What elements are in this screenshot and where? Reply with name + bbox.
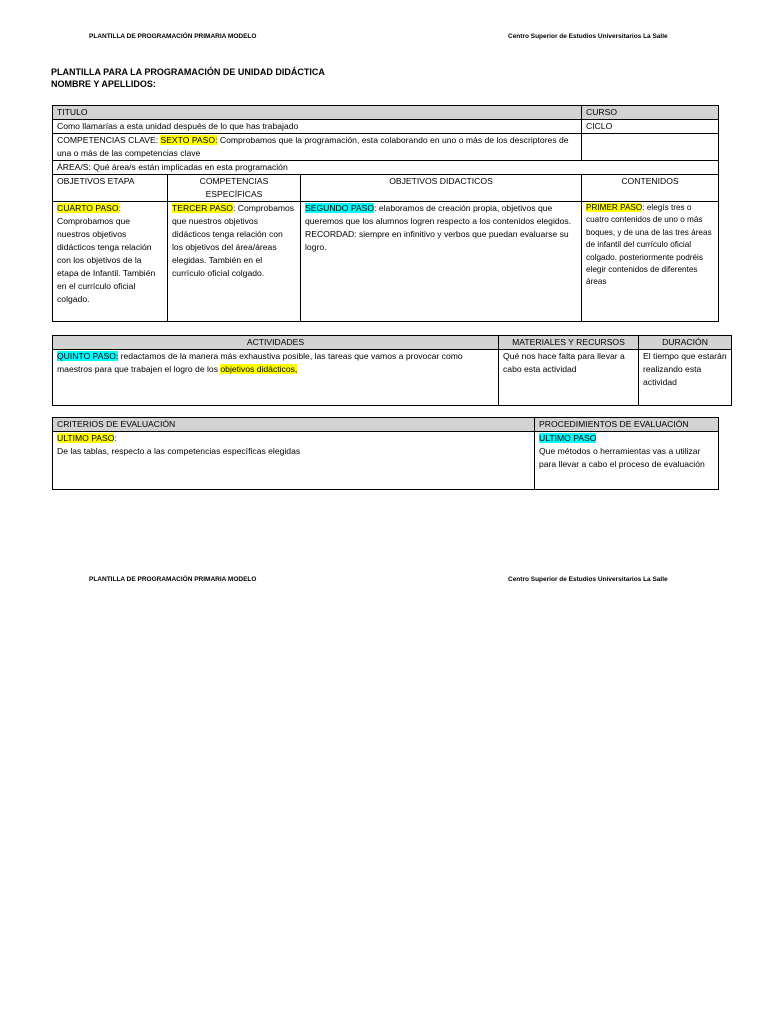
actividades-header: ACTIVIDADES xyxy=(53,336,499,350)
col-objetivos-etapa: OBJETIVOS ETAPA xyxy=(53,175,168,202)
evaluation-table xyxy=(52,417,719,490)
criterios-header: CRITERIOS DE EVALUACIÓN xyxy=(53,418,535,432)
title-row xyxy=(53,106,719,120)
objetivos-didacticos-highlight: objetivos didácticos, xyxy=(220,364,298,374)
ultimo-paso-label: ULTIMO PASO xyxy=(57,433,115,443)
steps-row xyxy=(53,202,719,322)
tercer-paso-cell xyxy=(168,202,301,322)
sexto-paso-label: SEXTO PASO: xyxy=(160,135,218,145)
procedimientos-cell xyxy=(535,432,719,490)
procedimientos-header: PROCEDIMIENTOS DE EVALUACIÓN xyxy=(535,418,719,432)
activities-header-row xyxy=(53,336,732,350)
cuarto-paso-cell xyxy=(53,202,168,322)
primer-paso-text: : elegís tres o cuatro contenidos de uno o más boques, y de una de las tres áreas de infantil del currículo oficial colgado. posteriormente podréis elegir contenidos de diferentes áreas xyxy=(586,203,712,287)
col-competencias-especificas: COMPETENCIAS ESPECÍFICAS xyxy=(168,175,301,202)
activities-body-row xyxy=(53,350,732,406)
segundo-paso-cell xyxy=(301,202,582,322)
col-objetivos-didacticos: OBJETIVOS DIDACTICOS xyxy=(301,175,582,202)
titulo-header: TITULO xyxy=(53,106,582,120)
areas-row xyxy=(53,161,719,175)
competencias-clave-cell xyxy=(53,134,582,161)
quinto-paso-label: QUINTO PASO: xyxy=(57,351,119,361)
duracion-cell: El tiempo que estarán realizando esta actividad xyxy=(639,350,732,406)
duracion-header: DURACIÓN xyxy=(639,336,732,350)
tercer-paso-text: : Comprobamos que nuestros objetivos didácticos tenga relación con los objetivos del área/áreas elegidas. También en el currículo oficial colgado. xyxy=(172,203,295,278)
materiales-header: MATERIALES Y RECURSOS xyxy=(499,336,639,350)
cuarto-paso-label: CUARTO PASO xyxy=(57,203,119,213)
evaluation-header-row xyxy=(53,418,719,432)
tercer-paso-label: TERCER PASO xyxy=(172,203,233,213)
materiales-cell: Qué nos hace falta para llevar a cabo esta actividad xyxy=(499,350,639,406)
evaluation-body-row xyxy=(53,432,719,490)
competencias-text: Comprobamos que la programación, esta colaborando en uno o más de los descriptores de una o más de las competencias clave xyxy=(57,135,569,158)
primer-paso-label: PRIMER PASO xyxy=(586,203,643,212)
columns-header-row xyxy=(53,175,719,202)
activities-table xyxy=(52,335,732,406)
document-title: PLANTILLA PARA LA PROGRAMACIÓN DE UNIDAD DIDÁCTICA xyxy=(51,67,325,77)
unit-table xyxy=(52,105,719,322)
page-header-left: PLANTILLA DE PROGRAMACIÓN PRIMARIA MODELO xyxy=(89,33,257,40)
page-footer-right: Centro Superior de Estudios Universitarios La Salle xyxy=(508,576,668,583)
competencias-row xyxy=(53,134,719,161)
quinto-paso-cell xyxy=(53,350,499,406)
criterios-colon: : xyxy=(114,433,117,443)
segundo-paso-reminder: RECORDAD: siempre en infinitivo y verbos que puedan evaluarse su logro. xyxy=(305,229,569,252)
ultimo-paso-label-2: ULTIMO PASO xyxy=(539,433,597,443)
titulo-description: Como llamarías a esta unidad después de lo que has trabajado xyxy=(53,120,582,134)
col-contenidos: CONTENIDOS xyxy=(582,175,719,202)
segundo-paso-label: SEGUNDO PASO xyxy=(305,203,375,213)
competencias-prefix: COMPETENCIAS CLAVE: xyxy=(57,135,161,145)
title-desc-row xyxy=(53,120,719,134)
name-label: NOMBRE Y APELLIDOS: xyxy=(51,79,156,89)
empty-cell xyxy=(582,134,719,161)
criterios-cell xyxy=(53,432,535,490)
curso-header: CURSO xyxy=(582,106,719,120)
cuarto-paso-text: : Comprobamos que nuestros objetivos didácticos tenga relación con los objetivos de la etapa de Infantil. También en el currículo oficial colgado. xyxy=(57,203,156,304)
procedimientos-text: Que métodos o herramientas vas a utilizar para llevar a cabo el proceso de evaluación xyxy=(539,446,705,469)
criterios-text: De las tablas, respecto a las competencias específicas elegidas xyxy=(57,446,301,456)
areas-cell: ÁREA/S: Qué área/s están implicadas en esta programación xyxy=(53,161,719,175)
primer-paso-cell xyxy=(582,202,719,322)
document-title-block xyxy=(51,66,325,90)
ciclo-cell: CICLO xyxy=(582,120,719,134)
page-header-right: Centro Superior de Estudios Universitarios La Salle xyxy=(508,33,668,40)
page-footer-left: PLANTILLA DE PROGRAMACIÓN PRIMARIA MODELO xyxy=(89,576,257,583)
quinto-paso-text: redactamos de la manera más exhaustiva posible, las tareas que vamos a provocar como maestros para que trabajen el logro de los xyxy=(57,351,463,374)
segundo-paso-text: : elaboramos de creación propia, objetivos que queremos que los alumnos logren respecto a los contenidos elegidos. xyxy=(305,203,572,226)
